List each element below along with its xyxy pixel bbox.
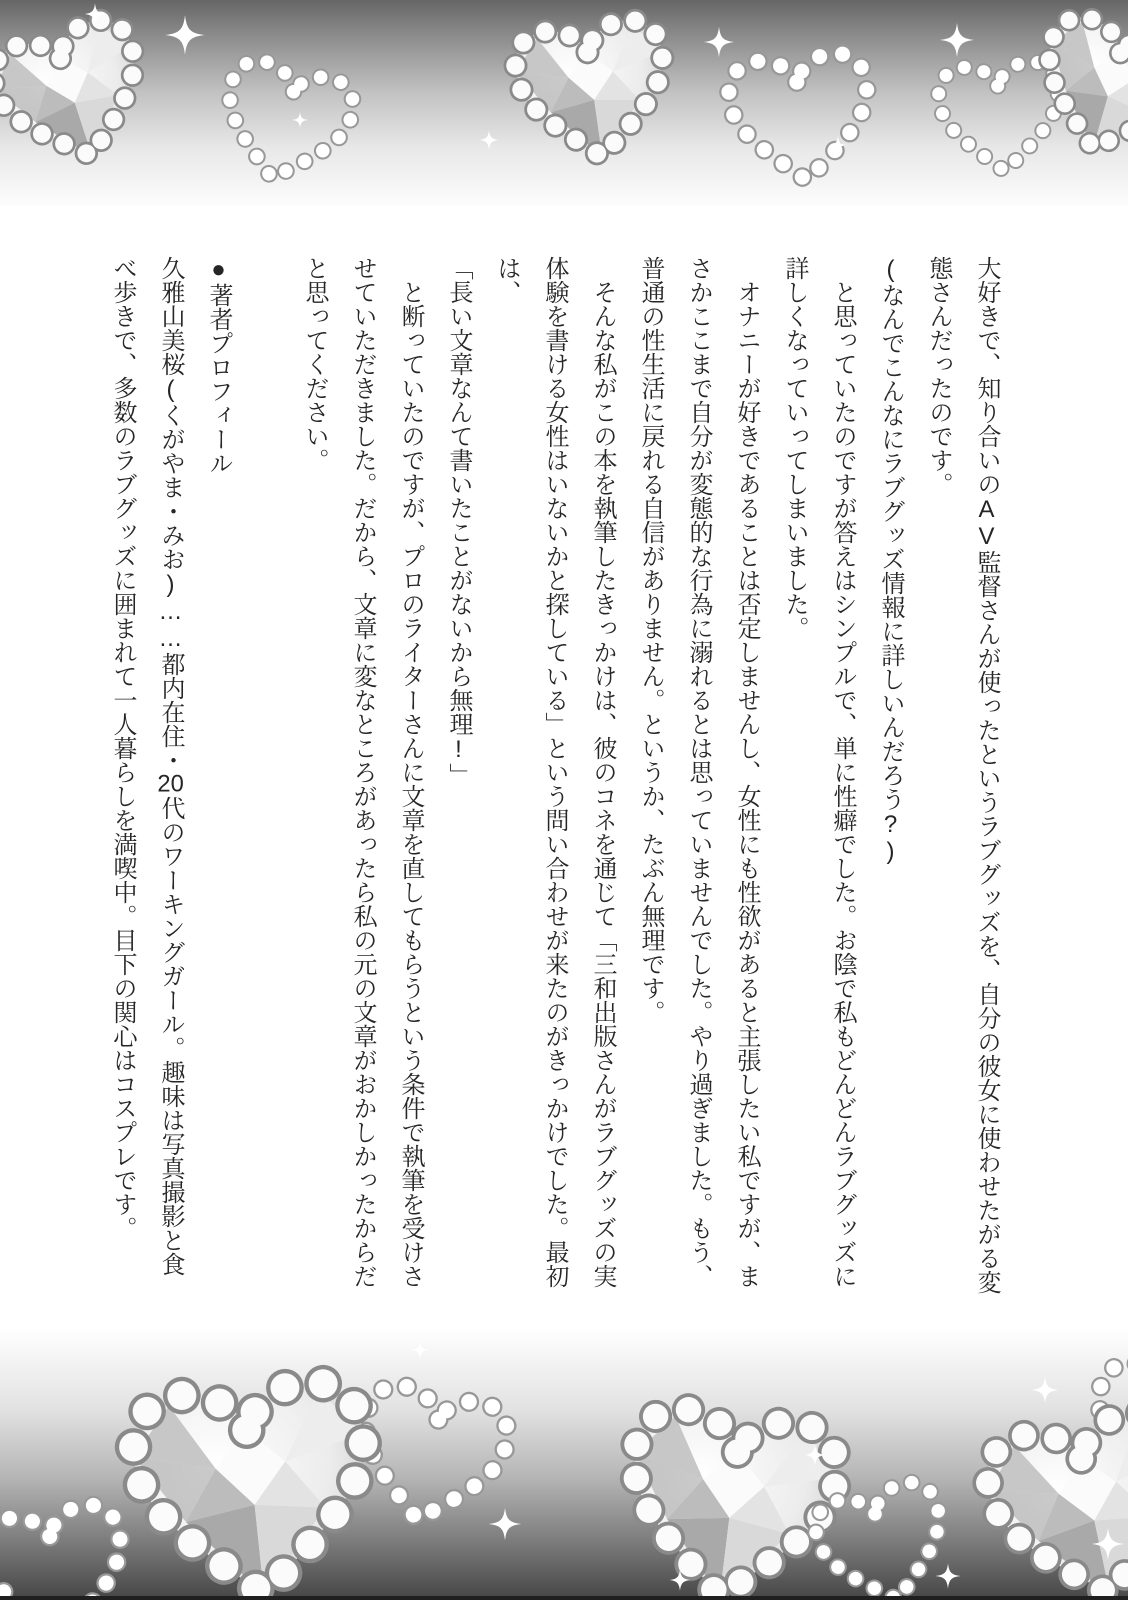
- paragraph: 大好きで、知り合いのAV監督さんが使ったというラブグッズを、自分の彼女に使わせたがる変態さんだったのです。: [925, 256, 1000, 1294]
- afterword-text: [98, 256, 1010, 1296]
- paragraph: 「長い文章なんて書いたことがないから無理!」: [445, 256, 472, 787]
- diamond-hearts-border-top: [0, 0, 1128, 206]
- paragraph: と断っていたのですが、プロのライターさんに文章を直してもらうという条件で執筆を受けさせていただきました。だから、文章に変なところがあったら私の元の文章がおかしかったからだと思ってください。: [301, 256, 424, 1288]
- profile-body: 久雅山美桜(くがやま・みお)……都内在住・20代のワーキングガール。趣味は写真撮影と食べ歩きで、多数のラブグッズに囲まれて一人暮らしを満喫中。目下の関心はコスプレです。: [109, 256, 184, 1276]
- paragraph: (なんでこんなにラブグッズ情報に詳しいんだろう?): [877, 256, 904, 865]
- band-bottom-edge: [0, 1596, 1128, 1600]
- paragraph: オナニーが好きであることは否定しませんし、女性にも性欲があると主張したい私ですが、まさかここまで自分が変態的な行為に溺れるとは思っていませんでした。やり過ぎました。もう、普通の性生活に戻れる自信がありません。というか、たぶん無理です。: [637, 256, 760, 1288]
- profile-heading: ●著者プロフィール: [205, 256, 232, 475]
- diamond-hearts-border-bottom: [0, 1328, 1128, 1600]
- paragraph: と思っていたのですが答えはシンプルで、単に性癖でした。お陰で私もどんどんラブグッズに詳しくなっていってしまいました。: [781, 256, 856, 1288]
- paragraph: そんな私がこの本を執筆したきっかけは、彼のコネを通じて「三和出版さんがラブグッズの実体験を書ける女性はいないかと探している」という問い合わせが来たのがきっかけでした。最初は、: [493, 256, 616, 1288]
